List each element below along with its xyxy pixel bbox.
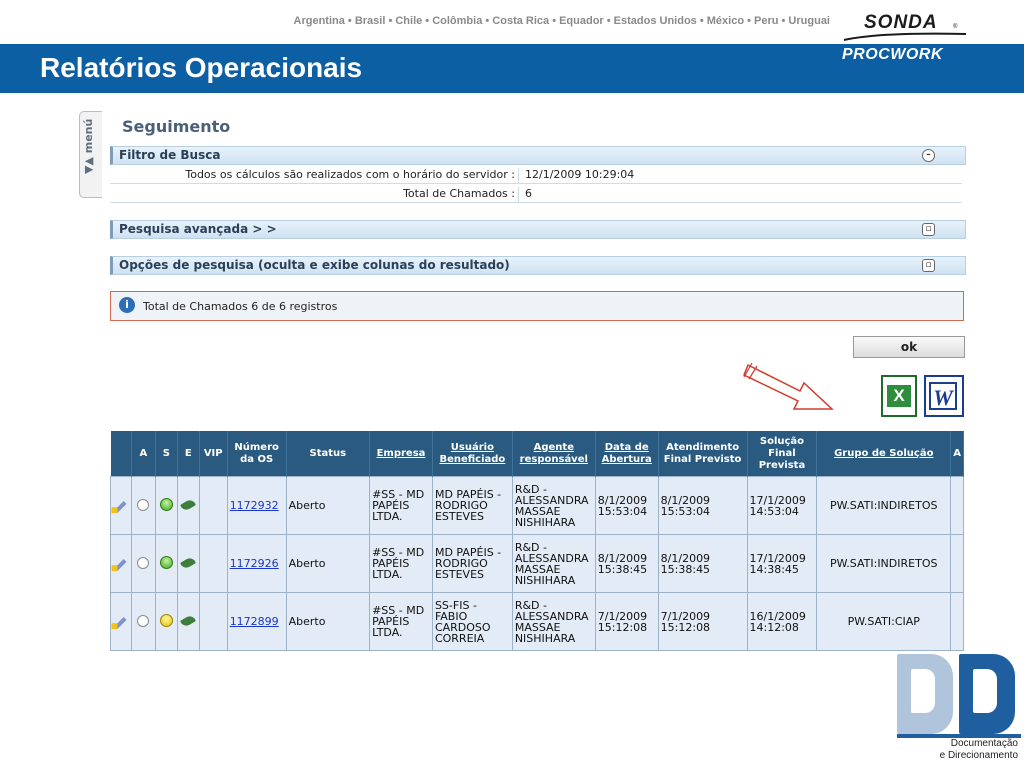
col-header-usuario[interactable]: Usuário Beneficiado (432, 431, 512, 477)
grupo-cell: PW.SATI:INDIRETOS (817, 477, 951, 535)
ok-button[interactable]: ok (853, 336, 965, 358)
country-list: Argentina • Brasil • Chile • Colômbia • Costa Rica • Equador • Estados Unidos • México • Peru • Uruguai (293, 15, 830, 27)
server-time-value: 12/1/2009 10:29:04 (518, 168, 634, 183)
advanced-search-label: Pesquisa avançada > > (119, 222, 277, 236)
empresa-cell: #SS - MD PAPÉIS LTDA. (370, 535, 433, 593)
search-options-label: Opções de pesquisa (oculta e exibe colunas do resultado) (119, 258, 510, 272)
col-header-a: A (131, 431, 155, 477)
dd-logo-right-d (959, 654, 1015, 734)
agente-cell: R&D - ALESSANDRA MASSAE NISHIHARA (512, 593, 595, 651)
filter-panel-label: Filtro de Busca (119, 148, 221, 162)
dd-caption-line2: e Direcionamento (939, 750, 1018, 761)
info-icon: i (119, 297, 135, 313)
expand-icon[interactable]: ▫ (922, 259, 935, 272)
select-radio[interactable] (137, 499, 149, 511)
table-row[interactable] (111, 593, 964, 651)
col-header-e: E (177, 431, 199, 477)
edit-icon[interactable] (111, 477, 132, 535)
table-row[interactable] (111, 477, 964, 535)
os-number-link[interactable]: 1172932 (229, 499, 279, 512)
word-glyph: W (929, 382, 957, 410)
dd-caption-line1: Documentação (950, 738, 1018, 749)
abertura-cell: 8/1/2009 15:38:45 (595, 535, 658, 593)
col-header-status: Status (286, 431, 369, 477)
registered-mark: ® (953, 24, 958, 30)
leaf-icon (180, 556, 196, 570)
results-table (110, 431, 964, 651)
solucao-cell: 17/1/2009 14:38:45 (747, 535, 817, 593)
select-radio[interactable] (137, 557, 149, 569)
col-header-vip: VIP (199, 431, 227, 477)
server-time-row (110, 166, 962, 184)
atendimento-cell: 8/1/2009 15:38:45 (658, 535, 747, 593)
edit-icon[interactable] (111, 593, 132, 651)
leaf-icon (180, 614, 196, 628)
server-time-label: Todos os cálculos são realizados com o horário do servidor : (185, 168, 515, 181)
word-export-icon[interactable] (924, 375, 964, 417)
arrow-annotation-icon (740, 361, 850, 421)
usuario-cell: MD PAPÉIS - RODRIGO ESTEVES (432, 477, 512, 535)
col-header-numero-os: Número da OS (227, 431, 286, 477)
col-header-solucao: Solução Final Prevista (747, 431, 817, 477)
col-header-select (111, 431, 132, 477)
empresa-cell: #SS - MD PAPÉIS LTDA. (370, 593, 433, 651)
grupo-cell: PW.SATI:INDIRETOS (817, 535, 951, 593)
col-header-abertura[interactable]: Data de Abertura (595, 431, 658, 477)
filter-panel-header[interactable] (110, 146, 966, 165)
col-header-empresa[interactable]: Empresa (370, 431, 433, 477)
table-header-row (111, 431, 964, 477)
advanced-search-header[interactable] (110, 220, 966, 239)
total-records-info (110, 291, 964, 321)
status-light-icon (160, 556, 173, 569)
excel-export-icon[interactable] (881, 375, 917, 417)
search-options-header[interactable] (110, 256, 966, 275)
table-row[interactable] (111, 535, 964, 593)
total-chamados-value: 6 (518, 187, 532, 202)
dd-logo-left-d (897, 654, 953, 734)
status-cell: Aberto (286, 535, 369, 593)
atendimento-cell: 8/1/2009 15:53:04 (658, 477, 747, 535)
edit-icon[interactable] (111, 535, 132, 593)
agente-cell: R&D - ALESSANDRA MASSAE NISHIHARA (512, 477, 595, 535)
status-cell: Aberto (286, 593, 369, 651)
total-chamados-row (110, 185, 962, 203)
swoosh-icon (842, 29, 972, 43)
abertura-cell: 7/1/2009 15:12:08 (595, 593, 658, 651)
extra-cell (951, 593, 964, 651)
status-cell: Aberto (286, 477, 369, 535)
vip-cell (199, 535, 227, 593)
app-screenshot (110, 111, 964, 651)
procwork-logo-text: PROCWORK (842, 46, 943, 63)
atendimento-cell: 7/1/2009 15:12:08 (658, 593, 747, 651)
extra-cell (951, 477, 964, 535)
abertura-cell: 8/1/2009 15:53:04 (595, 477, 658, 535)
extra-cell (951, 535, 964, 593)
os-number-link[interactable]: 1172926 (229, 557, 279, 570)
empresa-cell: #SS - MD PAPÉIS LTDA. (370, 477, 433, 535)
col-header-grupo[interactable]: Grupo de Solução (817, 431, 951, 477)
usuario-cell: MD PAPÉIS - RODRIGO ESTEVES (432, 535, 512, 593)
os-number-link[interactable]: 1172899 (229, 615, 279, 628)
solucao-cell: 16/1/2009 14:12:08 (747, 593, 817, 651)
vip-cell (199, 593, 227, 651)
page-title: Relatórios Operacionais (40, 52, 363, 83)
usuario-cell: SS-FIS - FABIO CARDOSO CORREIA (432, 593, 512, 651)
col-header-extra: A (951, 431, 964, 477)
grupo-cell: PW.SATI:CIAP (817, 593, 951, 651)
status-light-icon (160, 498, 173, 511)
menu-tab[interactable] (79, 111, 102, 198)
col-header-atendimento: Atendimento Final Previsto (658, 431, 747, 477)
col-header-agente[interactable]: Agente responsável (512, 431, 595, 477)
collapse-icon[interactable]: – (922, 149, 935, 162)
agente-cell: R&D - ALESSANDRA MASSAE NISHIHARA (512, 535, 595, 593)
section-title: Seguimento (122, 117, 231, 136)
status-light-icon (160, 614, 173, 627)
menu-tab-label: ▼▲ menú (82, 118, 95, 174)
expand-icon[interactable]: ▫ (922, 223, 935, 236)
solucao-cell: 17/1/2009 14:53:04 (747, 477, 817, 535)
dd-caption (880, 738, 1018, 762)
total-chamados-label: Total de Chamados : (403, 187, 515, 200)
vip-cell (199, 477, 227, 535)
sonda-logo-text: SONDA (864, 12, 938, 33)
col-header-s: S (155, 431, 177, 477)
excel-glyph: X (887, 385, 911, 407)
leaf-icon (180, 498, 196, 512)
select-radio[interactable] (137, 615, 149, 627)
dd-logo (897, 654, 1021, 738)
total-records-text: Total de Chamados 6 de 6 registros (143, 300, 338, 313)
